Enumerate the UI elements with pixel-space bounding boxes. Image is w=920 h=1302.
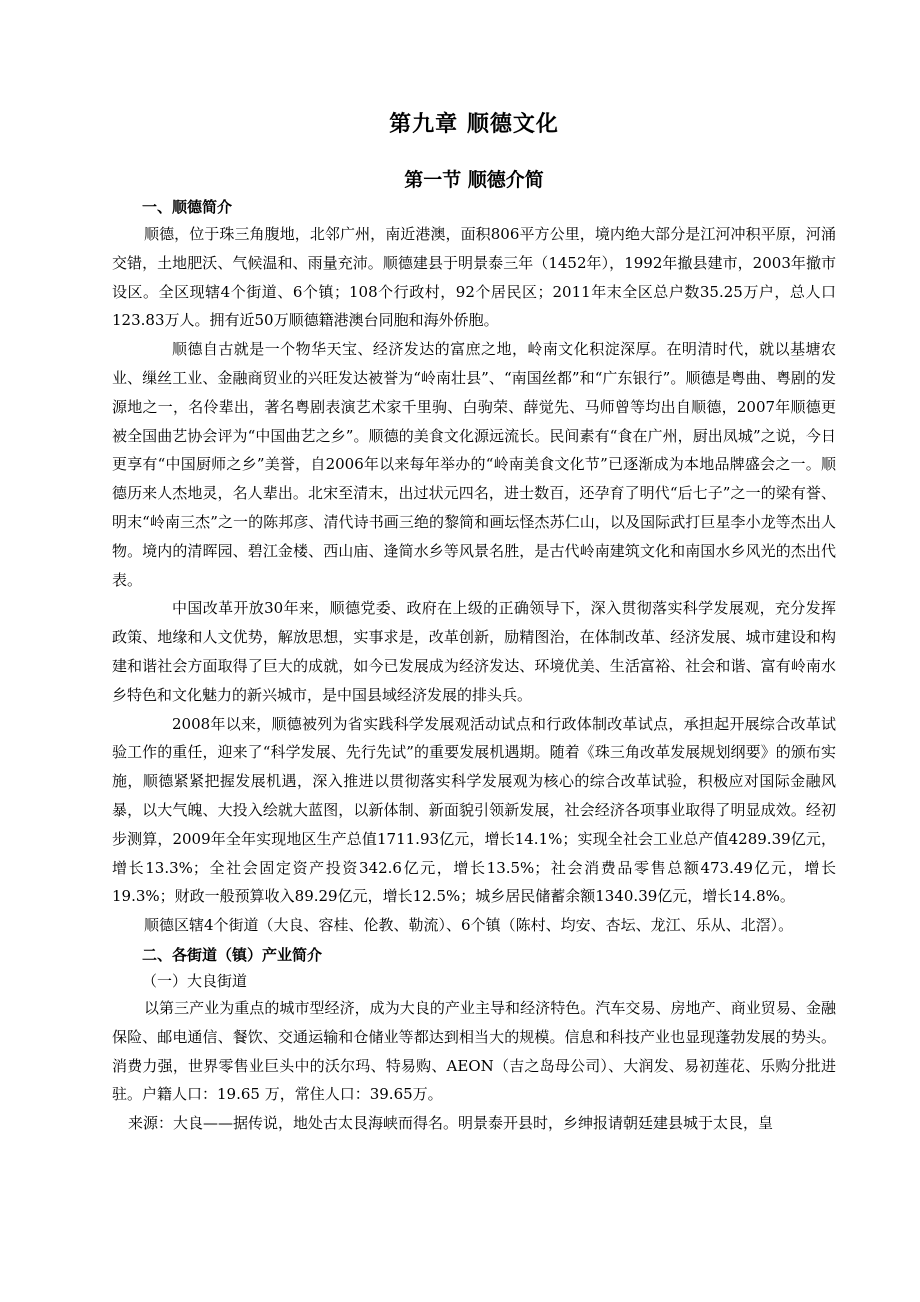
heading-industry-intro: 二、各街道（镇）产业简介 [142, 945, 323, 964]
paragraph-reform: 中国改革开放30年来，顺德党委、政府在上级的正确领导下，深入贯彻落实科学发展观，充分发挥政策、地缘和人文优势，解放思想，实事求是，改革创新，励精图治，在体制改革、经济发展、城市建设和构建和谐社会方面取得了巨大的成就，如今已发展成为经济发达、环境优美、生活富裕、社会和谐、富有岭南水乡特色和文化魅力的新兴城市，是中国县域经济发展的排头兵。 [112, 599, 836, 704]
chapter-title: 第九章 顺德文化 [389, 112, 559, 137]
document-page [112, 100, 836, 1138]
heading-daliang: （一）大良街道 [142, 971, 248, 990]
paragraph-daliang-economy: 以第三产业为重点的城市型经济，成为大良的产业主导和经济特色。汽车交易、房地产、商业贸易、金融保险、邮电通信、餐饮、交通运输和仓储业等都达到相当大的规模。信息和科技产业也显现蓬勃发展的势头。消费力强，世界零售业巨头中的沃尔玛、特易购、AEON（吉之岛母公司）、大润发、易初莲花、乐购分批进驻。户籍人口：19.65 万，常住人口：39.65万。 [112, 998, 836, 1104]
paragraph-development: 2008年以来，顺德被列为省实践科学发展观活动试点和行政体制改革试点，承担起开展综合改革试验工作的重任，迎来了“科学发展、先行先试”的重要发展机遇期。随着《珠三角改革发展规划纲要》的颁布实施，顺德紧紧把握发展机遇，深入推进以贯彻落实科学发展观为核心的综合改革试验，积极应对国际金融风暴，以大气魄、大投入绘就大蓝图，以新体制、新面貌引领新发展，社会经济各项事业取得了明显成效。经初步测算，2009年全年实现地区生产总值1711.93亿元，增长14.1%；实现全社会工业总产值4289.39亿元，增长13.3%；全社会固定资产投资342.6亿元，增长13.5%；社会消费品零售总额473.49亿元，增长19.3%；财政一般预算收入89.29亿元，增长12.5%；城乡居民储蓄余额1340.39亿元，增长14.8%。 [112, 714, 836, 906]
heading-shunde-intro: 一、顺德简介 [142, 198, 233, 216]
paragraph-daliang-origin: 来源：大良——据传说，地处古太艮海峡而得名。明景泰开县时，乡绅报请朝廷建县城于太艮，皇 [128, 1114, 774, 1133]
section-title: 第一节 顺德介简 [404, 169, 544, 191]
paragraph-districts: 顺德区辖4个街道（大良、容桂、伦教、勒流）、6个镇（陈村、均安、杏坛、龙江、乐从、北滘）。 [144, 916, 794, 935]
paragraph-history-culture: 顺德自古就是一个物华天宝、经济发达的富庶之地，岭南文化积淀深厚。在明清时代，就以基塘农业、缫丝工业、金融商贸业的兴旺发达被誉为“岭南壮县”、“南国丝都”和“广东银行”。顺德是粤曲、粤剧的发源地之一，名伶辈出，著名粤剧表演艺术家千里驹、白驹荣、薛觉先、马师曾等均出自顺德，2007年顺德更被全国曲艺协会评为“中国曲艺之乡”。顺德的美食文化源远流长。民间素有“食在广州，厨出凤城”之说，今日更享有“中国厨师之乡”美誉，自2006年以来每年举办的“岭南美食文化节”已逐渐成为本地品牌盛会之一。顺德历来人杰地灵，名人辈出。北宋至清末，出过状元四名，进士数百，还孕育了明代“后七子”之一的梁有誉、明末“岭南三杰”之一的陈邦彦、清代诗书画三绝的黎简和画坛怪杰苏仁山，以及国际武打巨星李小龙等杰出人物。境内的清晖园、碧江金楼、西山庙、逢简水乡等风景名胜，是古代岭南建筑文化和南国水乡风光的杰出代表。 [112, 340, 836, 589]
paragraph-location: 顺德，位于珠三角腹地，北邻广州，南近港澳，面积806平方公里，境内绝大部分是江河冲积平原，河涌交错，土地肥沃、气候温和、雨量充沛。顺德建县于明景泰三年（1452年），1992年撤县建市，2003年撤市设区。全区现辖4个街道、6个镇；108个行政村，92个居民区；2011年末全区总户数35.25万户，总人口123.83万人。拥有近50万顺德籍港澳台同胞和海外侨胞。 [112, 225, 836, 330]
